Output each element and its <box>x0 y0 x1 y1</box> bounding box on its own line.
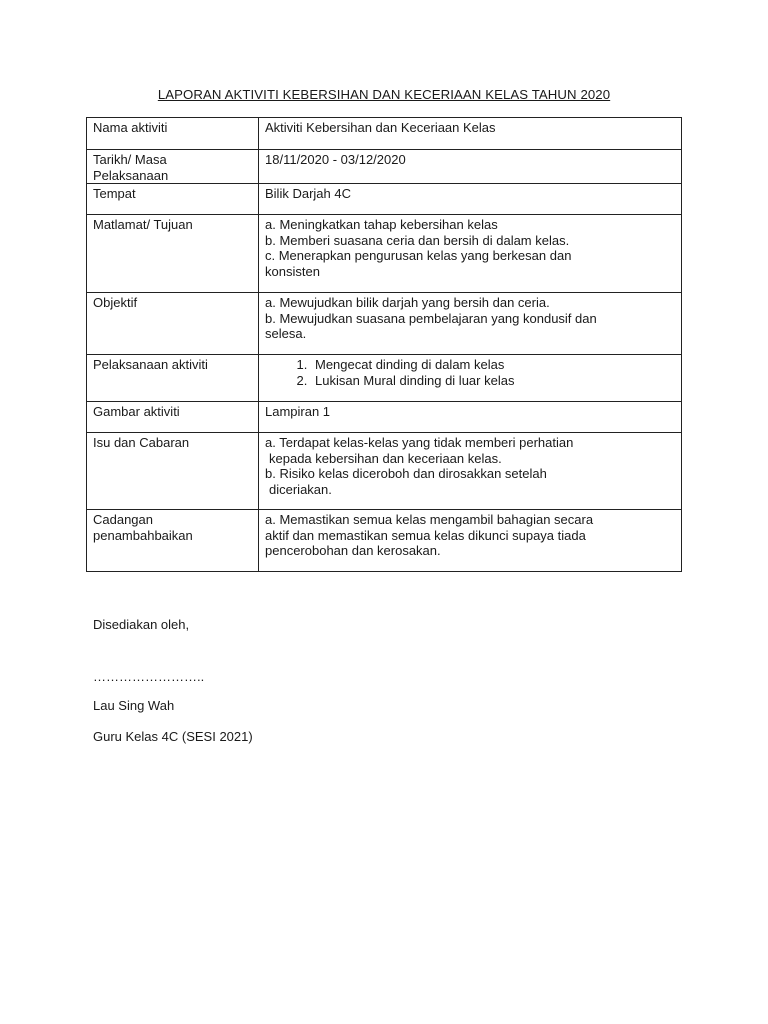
signature-line: …………………….. <box>93 669 205 684</box>
table-row-tarikh <box>87 150 682 184</box>
row-label: Cadangan penambahbaikan <box>87 510 259 572</box>
row-label: Matlamat/ Tujuan <box>87 215 259 293</box>
prepared-by-label: Disediakan oleh, <box>93 617 190 632</box>
row-value: a. Terdapat kelas-kelas yang tidak memberi perhatian kepada kebersihan dan keceriaan kelas. b. Risiko kelas diceroboh dan dirosakkan setelah diceriakan. <box>259 433 682 510</box>
row-value: Bilik Darjah 4C <box>259 184 682 215</box>
row-value: a. Mewujudkan bilik darjah yang bersih dan ceria. b. Mewujudkan suasana pembelajaran yang kondusif dan selesa. <box>259 293 682 355</box>
list-item: 1. Mengecat dinding di dalam kelas <box>311 357 675 373</box>
row-label: Nama aktiviti <box>87 118 259 150</box>
table-row-matlamat <box>87 215 682 293</box>
row-value: a. Meningkatkan tahap kebersihan kelas b. Memberi suasana ceria dan bersih di dalam kelas. c. Menerapkan pengurusan kelas yang berkesan dan konsisten <box>259 215 682 293</box>
preparer-name: Lau Sing Wah <box>93 698 175 713</box>
row-label: Tarikh/ Masa Pelaksanaan <box>87 150 259 184</box>
table-row-gambar <box>87 402 682 433</box>
report-table <box>86 117 682 572</box>
row-value: 18/11/2020 - 03/12/2020 <box>259 150 682 184</box>
table-row-tempat <box>87 184 682 215</box>
row-label: Pelaksanaan aktiviti <box>87 355 259 402</box>
row-label: Objektif <box>87 293 259 355</box>
report-title: LAPORAN AKTIVITI KEBERSIHAN DAN KECERIAAN KELAS TAHUN 2020 <box>157 87 611 102</box>
table-row-objektif <box>87 293 682 355</box>
row-value: a. Memastikan semua kelas mengambil bahagian secara aktif dan memastikan semua kelas dikunci supaya tiada pencerobohan dan kerosakan. <box>259 510 682 572</box>
preparer-position: Guru Kelas 4C (SESI 2021) <box>93 729 253 744</box>
table-row-isu <box>87 433 682 510</box>
table-row-nama <box>87 118 682 150</box>
row-label: Isu dan Cabaran <box>87 433 259 510</box>
row-label: Tempat <box>87 184 259 215</box>
row-value: Aktiviti Kebersihan dan Keceriaan Kelas <box>259 118 682 150</box>
row-value <box>259 355 682 402</box>
list-item: 2. Lukisan Mural dinding di luar kelas <box>311 373 675 389</box>
row-value: Lampiran 1 <box>259 402 682 433</box>
row-label: Gambar aktiviti <box>87 402 259 433</box>
table-row-pelaksanaan <box>87 355 682 402</box>
table-row-cadangan <box>87 510 682 572</box>
activity-list <box>265 357 675 388</box>
